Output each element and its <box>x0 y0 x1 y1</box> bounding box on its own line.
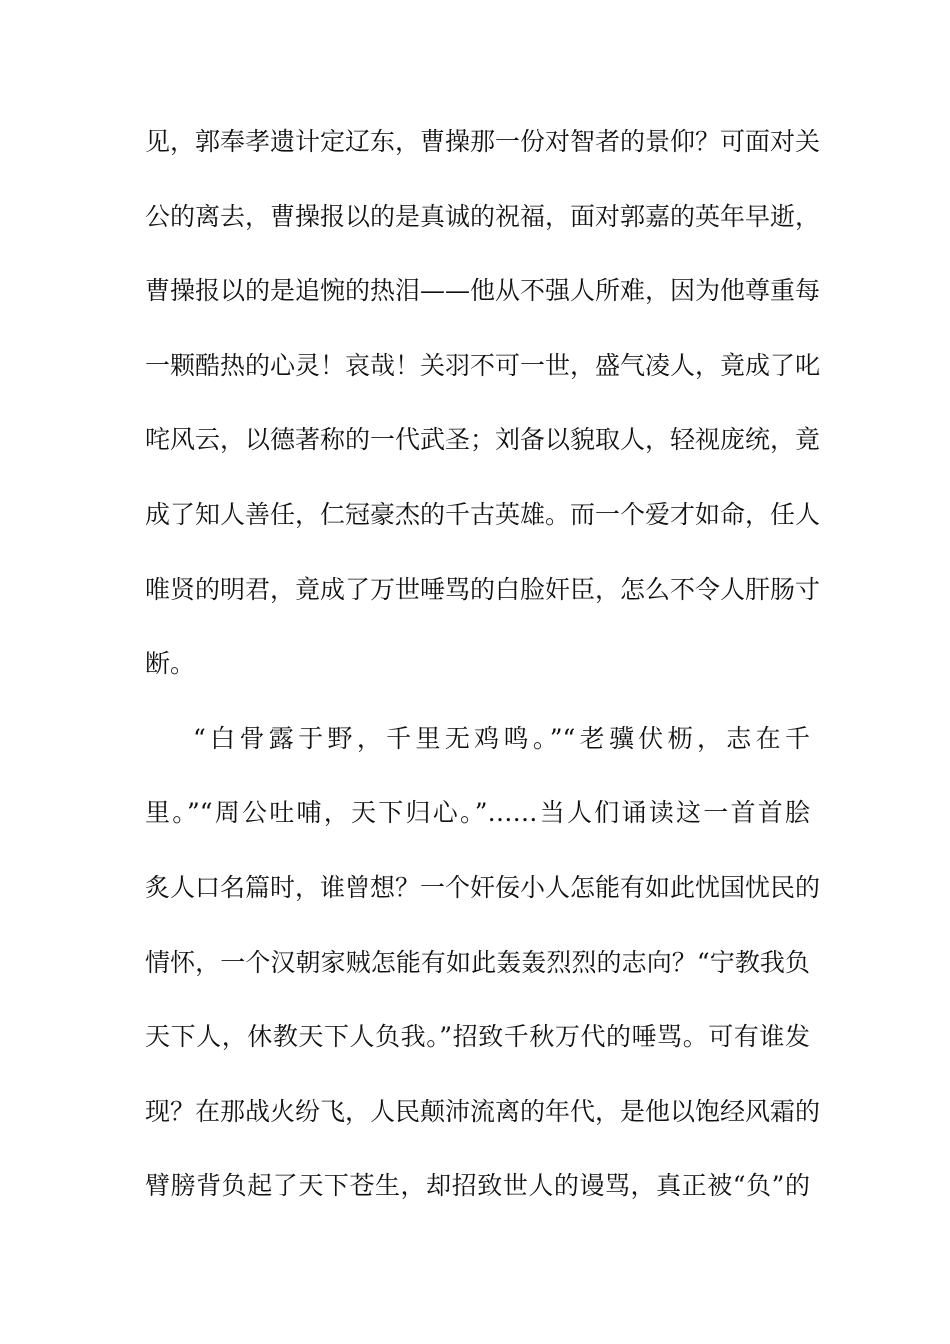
paragraph-1-line-3: 曹操报以的是追惋的热泪——他从不强人所难，因为他尊重每 <box>145 276 821 306</box>
paragraph-2-line-7: 臂膀背负起了天下苍生，却招致世人的谩骂，真正被“负”的 <box>145 1171 810 1201</box>
paragraph-1-line-8: 断。 <box>145 649 196 679</box>
paragraph-2-line-6: 现？在那战火纷飞，人民颠沛流离的年代，是他以饱经风霜的 <box>145 1096 821 1126</box>
paragraph-2-line-4: 情怀，一个汉朝家贼怎能有如此轰轰烈烈的志向？“宁教我负 <box>145 947 810 977</box>
body-text <box>145 126 821 1245</box>
paragraph-1-line-5: 咤风云，以德著称的一代武圣；刘备以貌取人，轻视庞统，竟 <box>145 425 821 455</box>
paragraph-2-line-1: “白骨露于野，千里无鸡鸣。”“老骥伏枥，志在千 <box>193 723 810 753</box>
paragraph-1-line-7: 唯贤的明君，竟成了万世唾骂的白脸奸臣，怎么不令人肝肠寸 <box>145 574 821 604</box>
paragraph-1-line-1: 见，郭奉孝遗计定辽东，曹操那一份对智者的景仰？可面对关 <box>145 127 821 156</box>
paragraph-1-line-4: 一颗酷热的心灵！哀哉！关羽不可一世，盛气凌人，竟成了叱 <box>145 350 821 380</box>
paragraph-1-line-6: 成了知人善任，仁冠豪杰的千古英雄。而一个爱才如命，任人 <box>145 499 821 529</box>
paragraph-1-line-2: 公的离去，曹操报以的是真诚的祝福，面对郭嘉的英年早逝， <box>145 201 821 231</box>
paragraph-2-line-5: 天下人，休教天下人负我。”招致千秋万代的唾骂。可有谁发 <box>145 1022 810 1052</box>
paragraph-2-line-3: 炙人口名篇时，谁曾想？一个奸佞小人怎能有如此忧国忧民的 <box>145 872 821 902</box>
paragraph-2-line-2: 里。”“周公吐哺，天下归心。”……当人们诵读这一首首脍 <box>145 798 810 828</box>
